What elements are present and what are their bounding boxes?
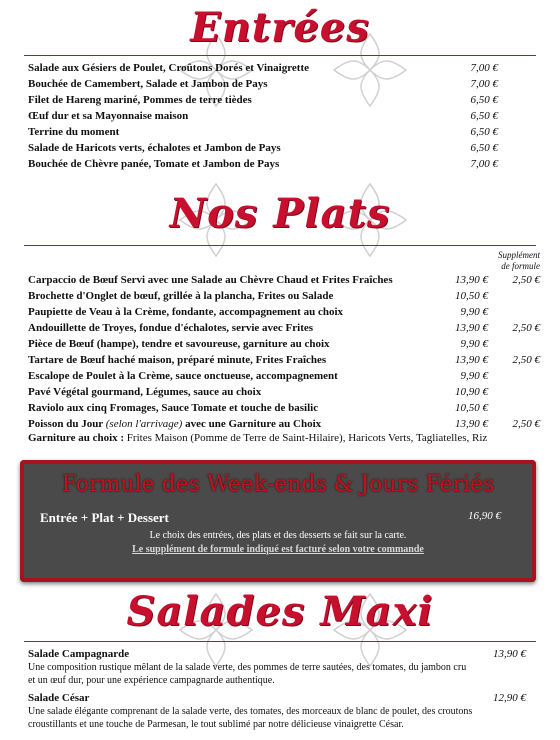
item-name: Tartare de Bœuf haché maison, préparé minute, Frites Fraîches [28,354,327,366]
salade-description: Une salade élégante comprenant de la salade verte, des tomates, des morceaux de blanc de poulet, des croutons croustillants et une touche de Parmesan, le tout sublimé par notre délicieuse vinaigrette César. [28,706,473,730]
list-item [28,352,538,368]
item-name: Pavé Végétal gourmand, Légumes, sauce au choix [28,386,262,398]
list-item [28,400,538,416]
item-price: 9,90 € [460,306,488,318]
supplement-header: Supplément de formule [498,250,540,271]
item-price: 13,90 € [455,354,488,366]
list-item [28,108,538,124]
formule-description: Le choix des entrées, des plats et des desserts se fait sur la carte. [149,530,407,541]
item-price: 9,90 € [460,370,488,382]
item-name: Bouchée de Chèvre panée, Tomate et Jambon de Pays [28,158,280,170]
item-price: 9,90 € [460,338,488,350]
item-price: 6,50 € [470,142,498,154]
item-price: 10,50 € [455,402,488,414]
salades-divider [24,641,536,642]
item-price: 13,90 € [455,274,488,286]
item-name: Poisson du Jour (selon l'arrivage) avec une Garniture au Choix [28,418,322,430]
item-name: Salade de Haricots verts, échalotes et Jambon de Pays [28,142,281,154]
list-item [28,140,538,156]
item-supplement: 2,50 € [512,322,540,334]
item-price: 7,00 € [470,158,498,170]
item-name: Brochette d'Onglet de bœuf, grillée à la plancha, Frites ou Salade [28,290,334,302]
item-price: 13,90 € [455,322,488,334]
salade-price: 13,90 € [493,648,526,660]
item-price: 7,00 € [470,62,498,74]
salades-title: Salades Maxi [126,588,434,635]
item-name: Bouchée de Camembert, Salade et Jambon de Pays [28,78,268,90]
item-supplement: 2,50 € [512,354,540,366]
list-item [28,76,538,92]
formule-title: Formule des Week-ends & Jours Fériés [61,472,495,497]
item-price: 6,50 € [470,94,498,106]
item-price: 6,50 € [470,110,498,122]
item-name: Terrine du moment [28,126,120,138]
garniture-line: Garniture au choix : Frites Maison (Pomme de Terre de Saint-Hilaire), Haricots Verts, Tagliatelles, Riz [28,432,488,444]
salade-name: Salade Campagnarde [28,648,130,660]
formule-note: Le supplément de formule indiqué est facturé selon votre commande [132,544,424,555]
entrees-divider [24,55,536,56]
item-name: Filet de Hareng mariné, Pommes de terre tièdes [28,94,252,106]
list-item [28,156,538,172]
item-name: Paupiette de Veau à la Crème, fondante, accompagnement au choix [28,306,344,318]
plats-divider [24,245,536,246]
item-name: Andouillette de Troyes, fondue d'échalotes, servie avec Frites [28,322,314,334]
list-item [28,336,538,352]
formule-subtitle: Entrée + Plat + Dessert [40,510,169,525]
list-item [28,304,538,320]
item-name: Œuf dur et sa Mayonnaise maison [28,110,189,122]
formule-price: 16,90 € [468,510,501,522]
item-supplement: 2,50 € [512,274,540,286]
plats-title: Nos Plats [169,190,391,237]
list-item [28,384,538,400]
list-item [28,92,538,108]
item-name: Salade aux Gésiers de Poulet, Croûtons Dorés et Vinaigrette [28,62,309,74]
item-supplement: 2,50 € [512,418,540,430]
list-item [28,648,538,687]
item-price: 6,50 € [470,126,498,138]
item-name: Escalope de Poulet à la Crème, sauce onctueuse, accompagnement [28,370,338,382]
list-item [28,320,538,336]
salade-name: Salade César [28,692,90,704]
item-name: Carpaccio de Bœuf Servi avec une Salade au Chèvre Chaud et Frites Fraîches [28,274,393,286]
list-item [28,124,538,140]
salade-description: Une composition rustique mêlant de la salade verte, des pommes de terre sautées, des tomates, du jambon cru et un œuf dur, pour une expérience campagnarde authentique. [28,662,467,686]
list-item [28,272,538,288]
item-name: Raviolo aux cinq Fromages, Sauce Tomate et touche de basilic [28,402,319,414]
formule-box [20,460,536,582]
list-item [28,60,538,76]
item-name: Pièce de Bœuf (hampe), tendre et savoureuse, garniture au choix [28,338,330,350]
list-item [28,368,538,384]
item-price: 10,50 € [455,290,488,302]
list-item [28,692,538,731]
salade-price: 12,90 € [493,692,526,704]
list-item [28,288,538,304]
item-price: 13,90 € [455,418,488,430]
item-price: 10,90 € [455,386,488,398]
entrees-title: Entrées [190,4,370,51]
item-price: 7,00 € [470,78,498,90]
list-item [28,416,538,432]
